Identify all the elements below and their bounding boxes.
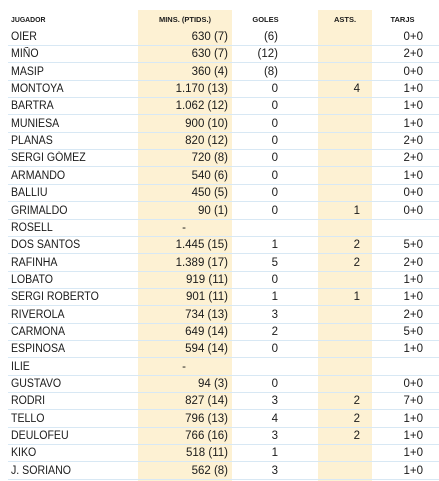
minutes-cell: 450 (5) — [191, 187, 228, 200]
cards-cell — [380, 358, 423, 375]
cards-cell: 1+0 — [403, 430, 423, 443]
goals-cell: 2 — [271, 325, 278, 338]
assists-cell — [318, 271, 360, 288]
table-row — [8, 375, 439, 393]
cards-cell: 1+0 — [403, 169, 423, 182]
assists-cell: 4 — [353, 83, 360, 96]
minutes-cell: 734 (13) — [185, 308, 228, 321]
goals-cell: 0 — [271, 135, 278, 148]
assists-cell: 2 — [353, 239, 360, 252]
table-row — [8, 97, 439, 115]
minutes-cell: - — [182, 360, 186, 373]
player-name: BARTRA — [11, 100, 54, 113]
minutes-cell: 796 (13) — [185, 412, 228, 425]
goals-cell: 0 — [271, 343, 278, 356]
cards-cell: 0+0 — [403, 204, 423, 217]
header-tarjs: TARJS — [390, 15, 415, 24]
cards-cell: 1+0 — [403, 291, 423, 304]
player-name: J. SORIANO — [11, 464, 71, 477]
minutes-cell: 766 (16) — [185, 430, 228, 443]
cards-cell: 2+0 — [403, 135, 423, 148]
player-name: MIÑO — [11, 48, 39, 61]
table-row — [8, 427, 439, 445]
cards-cell: 2+0 — [403, 308, 423, 321]
cards-cell: 2+0 — [403, 152, 423, 165]
cards-cell: 5+0 — [403, 239, 423, 252]
goals-cell: 0 — [271, 378, 278, 390]
player-name: PLANAS — [11, 135, 53, 148]
minutes-cell: 90 (1) — [197, 204, 228, 217]
player-name: SERGI ROBERTO — [11, 291, 99, 304]
player-name: CARMONA — [11, 325, 66, 338]
table-header — [8, 10, 439, 27]
assists-cell — [318, 358, 360, 375]
cards-cell: 1+0 — [403, 447, 423, 460]
assists-cell — [318, 219, 360, 236]
minutes-cell: 630 (7) — [191, 48, 228, 61]
assists-cell: 1 — [353, 204, 360, 217]
assists-cell — [318, 375, 360, 392]
assists-cell — [318, 115, 360, 132]
minutes-cell: 827 (14) — [185, 395, 228, 408]
table-row — [8, 45, 439, 63]
cards-cell: 1+0 — [403, 464, 423, 477]
player-name: GRIMALDO — [11, 204, 68, 217]
cards-cell: 1+0 — [403, 83, 423, 96]
player-name: MUNIESA — [11, 117, 60, 130]
player-name: OIER — [11, 31, 37, 43]
assists-cell: 2 — [353, 395, 360, 408]
table-row — [8, 392, 439, 410]
header-mins: MINS. (PTIDS.) — [158, 15, 212, 24]
table-row — [8, 462, 439, 480]
assists-cell — [318, 444, 360, 461]
assists-cell — [318, 167, 360, 184]
goals-cell: 0 — [271, 152, 278, 165]
cards-cell: 0+0 — [403, 378, 423, 390]
assists-cell — [318, 97, 360, 114]
minutes-cell: 900 (10) — [185, 117, 228, 130]
header-goles: GOLES — [252, 15, 279, 24]
goals-cell: 1 — [271, 239, 278, 252]
minutes-cell: 540 (6) — [191, 169, 228, 182]
assists-cell: 2 — [353, 256, 360, 269]
goals-cell: 0 — [271, 100, 278, 113]
minutes-cell: 1.389 (17) — [175, 256, 228, 269]
goals-cell: 0 — [271, 273, 278, 286]
player-name: BALLIU — [11, 187, 48, 200]
goals-cell — [238, 219, 278, 236]
goals-cell: (8) — [263, 65, 278, 78]
table-row — [8, 63, 439, 81]
goals-cell: 5 — [271, 256, 278, 269]
cards-cell: 5+0 — [403, 325, 423, 338]
assists-cell — [318, 462, 360, 479]
cards-cell: 1+0 — [403, 117, 423, 130]
goals-cell: (12) — [257, 48, 278, 61]
minutes-cell: 820 (12) — [185, 135, 228, 148]
minutes-cell: 1.062 (12) — [175, 100, 228, 113]
assists-cell — [318, 340, 360, 357]
assists-cell — [318, 184, 360, 201]
table-row — [8, 184, 439, 202]
minutes-cell: 360 (4) — [191, 65, 228, 78]
goals-cell: 0 — [271, 169, 278, 182]
player-name: ESPINOSA — [11, 343, 66, 356]
minutes-cell: 630 (7) — [191, 31, 228, 43]
table-row — [8, 271, 439, 289]
player-name: ILIE — [11, 360, 30, 373]
assists-cell — [318, 306, 360, 323]
minutes-cell: 919 (11) — [186, 273, 228, 286]
goals-cell: 3 — [271, 395, 278, 408]
table-row — [8, 254, 439, 272]
table-row — [8, 202, 439, 220]
assists-cell: 2 — [353, 430, 360, 443]
player-name: TELLO — [11, 412, 45, 425]
player-name: ARMANDO — [11, 169, 66, 182]
minutes-cell: 594 (14) — [185, 343, 228, 356]
player-name: MONTOYA — [11, 83, 64, 96]
player-name: LOBATO — [11, 273, 53, 286]
table-row — [8, 28, 439, 46]
assists-cell — [318, 28, 360, 45]
table-row — [8, 167, 439, 185]
cards-cell: 0+0 — [403, 187, 423, 200]
player-name: DEULOFEU — [11, 430, 69, 443]
goals-cell: 0 — [271, 117, 278, 130]
player-name: KIKO — [11, 447, 37, 460]
minutes-cell: - — [182, 221, 186, 234]
goals-cell — [238, 358, 278, 375]
goals-cell: 0 — [271, 83, 278, 96]
table-row — [8, 306, 439, 324]
cards-cell: 1+0 — [403, 412, 423, 425]
table-row — [8, 323, 439, 341]
table-row — [8, 219, 439, 237]
minutes-cell: 901 (11) — [186, 291, 228, 304]
table-row — [8, 80, 439, 98]
assists-cell — [318, 323, 360, 340]
goals-cell: 4 — [271, 412, 278, 425]
table-row — [8, 236, 439, 254]
table-row — [8, 358, 439, 376]
cards-cell: 1+0 — [403, 273, 423, 286]
cards-cell: 7+0 — [403, 395, 423, 408]
cards-cell: 2+0 — [403, 256, 423, 269]
cards-cell — [380, 219, 423, 236]
assists-cell — [318, 45, 360, 62]
goals-cell: 0 — [271, 204, 278, 217]
minutes-cell: 562 (8) — [191, 464, 228, 477]
table-row — [8, 288, 439, 306]
goals-cell: 3 — [271, 308, 278, 321]
goals-cell: (6) — [263, 31, 278, 43]
header-asts: ASTS. — [333, 15, 357, 24]
cards-cell: 1+0 — [403, 100, 423, 113]
minutes-cell: 1.170 (13) — [175, 83, 228, 96]
player-name: MASIP — [11, 65, 44, 78]
goals-cell: 1 — [271, 447, 278, 460]
table-row — [8, 444, 439, 462]
goals-cell: 1 — [271, 291, 278, 304]
player-name: SERGI GÓMEZ — [11, 152, 86, 165]
cards-cell: 1+0 — [403, 343, 423, 356]
header-jugador: JUGADOR — [11, 15, 46, 24]
goals-cell: 0 — [271, 187, 278, 200]
table-row — [8, 340, 439, 358]
assists-cell — [318, 63, 360, 80]
player-name: RAFINHA — [11, 256, 58, 269]
minutes-cell: 94 (3) — [197, 378, 228, 390]
player-name: ROSELL — [11, 221, 53, 234]
player-name: RIVEROLA — [11, 308, 65, 321]
assists-cell: 1 — [353, 291, 360, 304]
goals-cell: 3 — [271, 464, 278, 477]
goals-cell: 3 — [271, 430, 278, 443]
table-row — [8, 115, 439, 133]
assists-cell — [318, 132, 360, 149]
table-row — [8, 410, 439, 428]
player-name: RODRI — [11, 395, 46, 408]
minutes-cell: 1.445 (15) — [175, 239, 228, 252]
assists-cell — [318, 149, 360, 166]
player-name: GUSTAVO — [11, 378, 62, 390]
minutes-cell: 649 (14) — [185, 325, 228, 338]
table-row — [8, 149, 439, 167]
player-name: DOS SANTOS — [11, 239, 81, 252]
table-row — [8, 132, 439, 150]
cards-cell: 0+0 — [403, 31, 423, 43]
cards-cell: 0+0 — [403, 65, 423, 78]
minutes-cell: 720 (8) — [191, 152, 228, 165]
minutes-cell: 518 (11) — [186, 447, 228, 460]
cards-cell: 2+0 — [403, 48, 423, 61]
assists-cell: 2 — [353, 412, 360, 425]
